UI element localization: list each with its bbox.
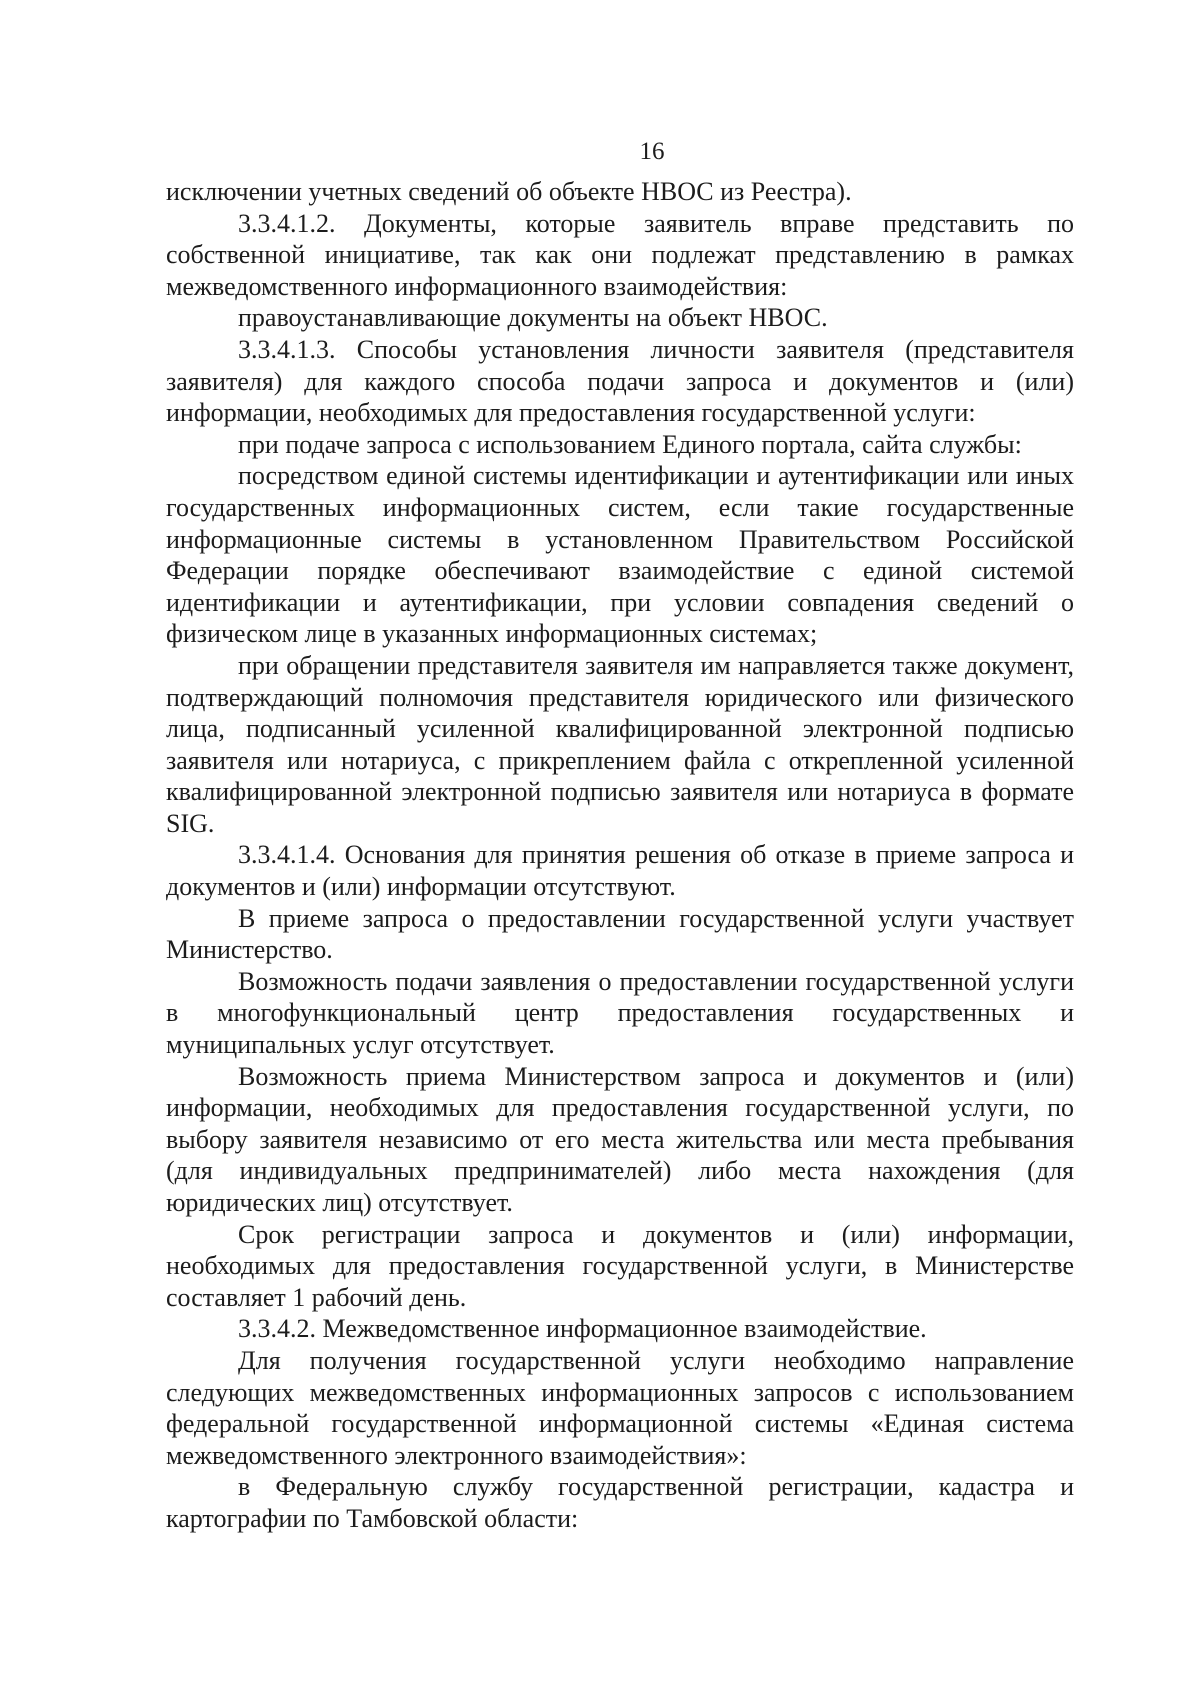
paragraph-ministry-participation: В приеме запроса о предоставлении государственной услуги участвует Министерство. (166, 903, 1074, 965)
paragraph-3-3-4-1-4: 3.3.4.1.4. Основания для принятия решения об отказе в приеме запроса и документов и (или) информации отсутствуют. (166, 840, 1074, 902)
paragraph-representative: при обращении представителя заявителя им направляется также документ, подтверждающий полномочия представителя юридического или физического лица, подписанный усиленной квалифицированной электронной подписью заявителя или нотариуса, с прикреплением файла с открепленной усиленной квалифицированной электронной подписью заявителя или нотариуса в формате SIG. (166, 650, 1074, 838)
paragraph-extraterritorial: Возможность приема Министерством запроса и документов и (или) информации, необходимых для предоставления государственной услуги, по выбору заявителя независимо от его места жительства или места пребывания (для индивидуальных предпринимателей) либо места нахождения (для юридических лиц) отсутствует. (166, 1061, 1074, 1217)
paragraph-3-3-4-1-2: 3.3.4.1.2. Документы, которые заявитель вправе представить по собственной инициативе, так как они подлежат представлению в рамках межведомственного информационного взаимодействия: (166, 208, 1074, 301)
paragraph-mfc-submission: Возможность подачи заявления о предоставлении государственной услуги в многофункциональный центр предоставления государственных и муниципальных услуг отсутствует. (166, 966, 1074, 1060)
paragraph-interagency-requests: Для получения государственной услуги необходимо направление следующих межведомственных информационных запросов с использованием федеральной государственной информационной системы «Единая система межведомственного электронного взаимодействия»: (166, 1345, 1074, 1470)
paragraph-rosreestr: в Федеральную службу государственной регистрации, кадастра и картографии по Тамбовской области: (166, 1472, 1074, 1533)
paragraph-esia-identification: посредством единой системы идентификации и аутентификации или иных государственных информационных систем, если такие государственные информационные системы в установленном Правительством Российской Федерации порядке обеспечивают взаимодействие с единой системой идентификации и аутентификации, при условии совпадения сведений о физическом лице в указанных информационных системах; (166, 461, 1074, 649)
paragraph-continuation: исключении учетных сведений об объекте НВОС из Реестра). (166, 177, 852, 206)
page-number: 16 (639, 138, 665, 165)
paragraph-title-documents: правоустанавливающие документы на объект НВОС. (238, 303, 828, 333)
document-body (166, 176, 1074, 1535)
paragraph-3-3-4-2: 3.3.4.2. Межведомственное информационное взаимодействие. (238, 1314, 927, 1344)
paragraph-portal-submission: при подаче запроса с использованием Единого портала, сайта службы: (238, 429, 1022, 459)
paragraph-3-3-4-1-3: 3.3.4.1.3. Способы установления личности заявителя (представителя заявителя) для каждого способа подачи запроса и документов и (или) информации, необходимых для предоставления государственной услуги: (166, 334, 1074, 428)
paragraph-registration-term: Срок регистрации запроса и документов и (или) информации, необходимых для предоставления государственной услуги, в Министерстве составляет 1 рабочий день. (166, 1219, 1074, 1312)
